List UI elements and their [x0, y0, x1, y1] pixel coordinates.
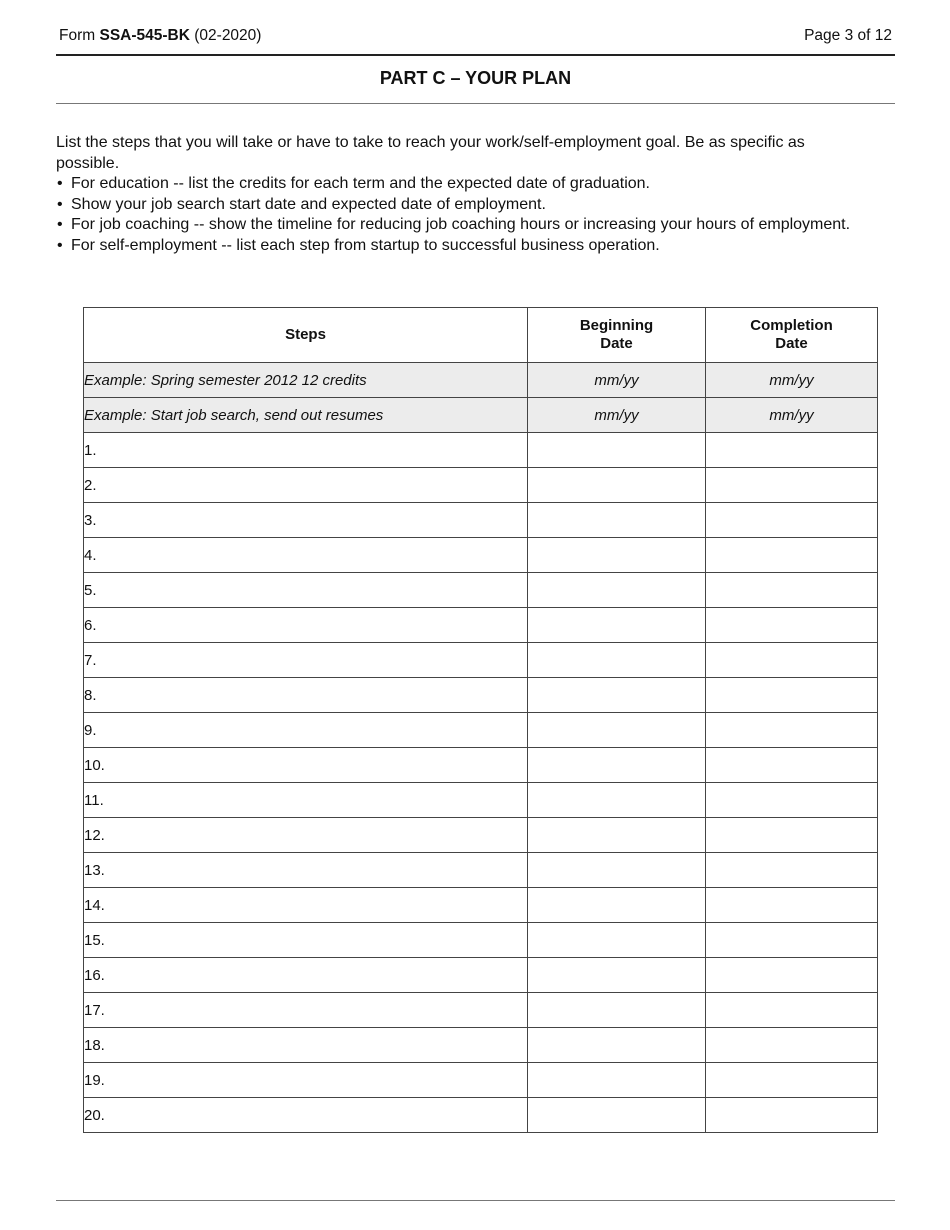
step-cell[interactable]: 9. — [84, 713, 528, 748]
beginning-date-cell[interactable] — [528, 713, 706, 748]
bullet-item: • For self-employment -- list each step from startup to successful business operation. — [57, 236, 660, 254]
example-step: Example: Start job search, send out resumes — [84, 398, 528, 433]
beginning-date-cell[interactable] — [528, 678, 706, 713]
part-title: PART C – YOUR PLAN — [379, 68, 572, 88]
completion-date-cell[interactable] — [706, 678, 878, 713]
bullet-item: • Show your job search start date and expected date of employment. — [57, 195, 546, 213]
beginning-date-cell[interactable] — [528, 1098, 706, 1133]
step-cell[interactable]: 15. — [84, 923, 528, 958]
example-completion-date: mm/yy — [706, 363, 878, 398]
table-row — [84, 643, 878, 678]
beginning-date-cell[interactable] — [528, 643, 706, 678]
example-row — [84, 363, 878, 398]
completion-date-cell[interactable] — [706, 433, 878, 468]
step-cell[interactable]: 18. — [84, 1028, 528, 1063]
beginning-date-cell[interactable] — [528, 888, 706, 923]
completion-date-cell[interactable] — [706, 853, 878, 888]
completion-date-cell[interactable] — [706, 1028, 878, 1063]
beginning-date-cell[interactable] — [528, 433, 706, 468]
completion-date-cell[interactable] — [706, 923, 878, 958]
table-row — [84, 433, 878, 468]
step-cell[interactable]: 5. — [84, 573, 528, 608]
table-row — [84, 573, 878, 608]
table-row — [84, 818, 878, 853]
footer-divider — [56, 1200, 895, 1201]
beginning-date-cell[interactable] — [528, 538, 706, 573]
table-row — [84, 993, 878, 1028]
example-begin-date: mm/yy — [528, 363, 706, 398]
table-row — [84, 783, 878, 818]
beginning-date-cell[interactable] — [528, 608, 706, 643]
form-number: SSA-545-BK — [99, 27, 190, 44]
table-row — [84, 1028, 878, 1063]
step-cell[interactable]: 8. — [84, 678, 528, 713]
table-row — [84, 678, 878, 713]
completion-date-cell[interactable] — [706, 958, 878, 993]
table-row — [84, 608, 878, 643]
instructions-text: List the steps that you will take or have to take to reach your work/self-employment goal. Be as specific as possible. — [56, 134, 805, 172]
completion-date-cell[interactable] — [706, 783, 878, 818]
table-row — [84, 888, 878, 923]
step-cell[interactable]: 3. — [84, 503, 528, 538]
step-cell[interactable]: 20. — [84, 1098, 528, 1133]
page-number: Page 3 of 12 — [804, 27, 892, 44]
completion-date-cell[interactable] — [706, 608, 878, 643]
step-cell[interactable]: 19. — [84, 1063, 528, 1098]
beginning-date-cell[interactable] — [528, 993, 706, 1028]
steps-header: Steps — [84, 308, 528, 363]
table-row — [84, 853, 878, 888]
example-begin-date: mm/yy — [528, 398, 706, 433]
example-row — [84, 398, 878, 433]
instructions — [56, 133, 856, 256]
completion-date-cell[interactable] — [706, 818, 878, 853]
header-divider — [56, 54, 895, 56]
table-row — [84, 958, 878, 993]
example-step: Example: Spring semester 2012 12 credits — [84, 363, 528, 398]
step-cell[interactable]: 13. — [84, 853, 528, 888]
form-date: (02-2020) — [194, 27, 262, 44]
completion-date-cell[interactable] — [706, 1098, 878, 1133]
completion-date-cell[interactable] — [706, 643, 878, 678]
step-cell[interactable]: 12. — [84, 818, 528, 853]
beginning-date-cell[interactable] — [528, 818, 706, 853]
beginning-date-cell[interactable] — [528, 503, 706, 538]
step-cell[interactable]: 7. — [84, 643, 528, 678]
table-row — [84, 1098, 878, 1133]
table-row — [84, 538, 878, 573]
beginning-date-header: Beginning Date — [528, 308, 706, 363]
completion-date-cell[interactable] — [706, 1063, 878, 1098]
beginning-date-cell[interactable] — [528, 783, 706, 818]
beginning-date-cell[interactable] — [528, 853, 706, 888]
completion-date-cell[interactable] — [706, 503, 878, 538]
completion-date-cell[interactable] — [706, 993, 878, 1028]
beginning-date-cell[interactable] — [528, 468, 706, 503]
table-row — [84, 503, 878, 538]
step-cell[interactable]: 4. — [84, 538, 528, 573]
beginning-date-cell[interactable] — [528, 1063, 706, 1098]
step-cell[interactable]: 6. — [84, 608, 528, 643]
table-row — [84, 923, 878, 958]
beginning-date-cell[interactable] — [528, 1028, 706, 1063]
table-row — [84, 1063, 878, 1098]
table-row — [84, 468, 878, 503]
completion-date-cell[interactable] — [706, 538, 878, 573]
step-cell[interactable]: 11. — [84, 783, 528, 818]
step-cell[interactable]: 10. — [84, 748, 528, 783]
table-header-row — [84, 308, 878, 363]
bullet-item: • For education -- list the credits for each term and the expected date of graduation. — [57, 175, 650, 192]
table-row — [84, 748, 878, 783]
completion-date-cell[interactable] — [706, 748, 878, 783]
plan-steps-table — [83, 307, 878, 1133]
beginning-date-cell[interactable] — [528, 573, 706, 608]
bullet-item: • For job coaching -- show the timeline for reducing job coaching hours or increasing your hours of employment. — [57, 216, 851, 233]
form-identifier — [59, 27, 261, 45]
instructions-bullets — [56, 174, 856, 256]
step-cell[interactable]: 1. — [84, 433, 528, 468]
step-cell[interactable]: 14. — [84, 888, 528, 923]
completion-date-cell[interactable] — [706, 468, 878, 503]
completion-date-cell[interactable] — [706, 888, 878, 923]
example-completion-date: mm/yy — [706, 398, 878, 433]
table-row — [84, 713, 878, 748]
beginning-date-cell[interactable] — [528, 923, 706, 958]
completion-date-header: Completion Date — [706, 308, 878, 363]
completion-date-cell[interactable] — [706, 573, 878, 608]
completion-date-cell[interactable] — [706, 713, 878, 748]
beginning-date-cell[interactable] — [528, 958, 706, 993]
step-cell[interactable]: 2. — [84, 468, 528, 503]
step-cell[interactable]: 17. — [84, 993, 528, 1028]
beginning-date-cell[interactable] — [528, 748, 706, 783]
title-divider — [56, 103, 895, 104]
form-prefix: Form — [59, 27, 96, 44]
step-cell[interactable]: 16. — [84, 958, 528, 993]
